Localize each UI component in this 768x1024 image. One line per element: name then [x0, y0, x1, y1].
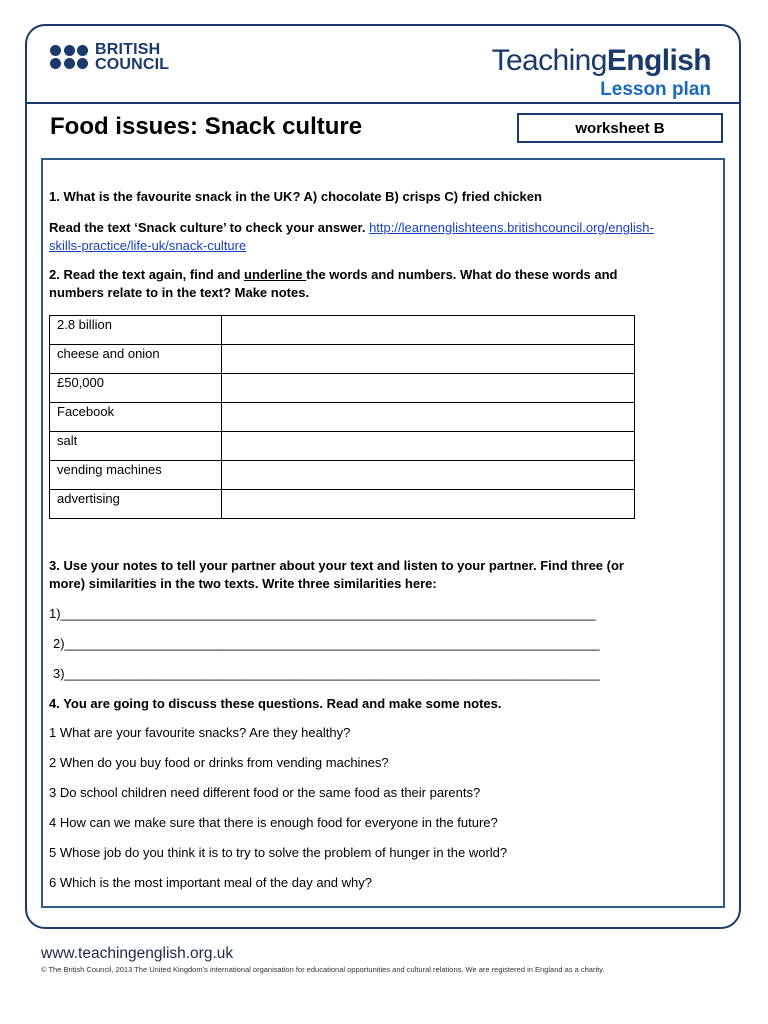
row-term: £50,000 — [50, 374, 222, 403]
row-term: 2.8 billion — [50, 316, 222, 345]
question-4: 4. You are going to discuss these questions. Read and make some notes. — [49, 696, 502, 711]
footer-copyright: © The British Council, 2013 The United Kingdom’s international organisation for educational opportunities and cultural relations. We are registered in England as a charity. — [41, 965, 605, 974]
q2-line2: numbers relate to in the text? Make notes. — [49, 285, 310, 300]
lesson-plan-label: Lesson plan — [600, 79, 711, 100]
similarity-blank-3[interactable]: 3)__________________________________________________________________________ — [53, 666, 600, 681]
british-council-dots-icon — [50, 45, 88, 70]
notes-cell[interactable] — [222, 374, 635, 403]
worksheet-label: worksheet B — [517, 113, 723, 143]
table-row — [50, 316, 635, 345]
british-council-logo — [50, 42, 169, 72]
notes-cell[interactable] — [222, 316, 635, 345]
q2-text-after: the words and numbers. What do these words and — [306, 267, 618, 282]
brand-line1: BRITISH — [95, 41, 161, 58]
notes-cell[interactable] — [222, 345, 635, 374]
notes-table — [49, 315, 635, 519]
discussion-question: 1 What are your favourite snacks? Are they healthy? — [49, 725, 351, 740]
discussion-question: 2 When do you buy food or drinks from vending machines? — [49, 755, 389, 770]
teaching-english-logo — [492, 44, 711, 102]
table-row — [50, 345, 635, 374]
q3-line2: more) similarities in the two texts. Write three similarities here: — [49, 576, 437, 591]
q2-text-before: 2. Read the text again, find and — [49, 267, 245, 282]
question-3 — [49, 557, 624, 593]
similarity-blank-2[interactable]: 2)__________________________________________________________________________ — [53, 636, 600, 651]
notes-cell[interactable] — [222, 432, 635, 461]
question-2 — [49, 266, 617, 302]
q1-instruction-block — [49, 219, 654, 255]
row-term: advertising — [50, 490, 222, 519]
header-divider — [27, 102, 739, 104]
row-term: Facebook — [50, 403, 222, 432]
snack-culture-link[interactable]: http://learnenglishteens.britishcouncil.org/english- — [369, 220, 654, 235]
logo-light-word: Teaching — [491, 44, 607, 77]
table-row — [50, 432, 635, 461]
q3-line1: 3. Use your notes to tell your partner about your text and listen to your partner. Find three (or — [49, 558, 624, 573]
logo-bold-word: English — [606, 44, 711, 77]
page-title: Food issues: Snack culture — [50, 113, 363, 140]
notes-cell[interactable] — [222, 461, 635, 490]
similarity-blank-1[interactable]: 1)__________________________________________________________________________ — [49, 606, 596, 621]
discussion-question: 4 How can we make sure that there is enough food for everyone in the future? — [49, 815, 498, 830]
q2-underlined: underline — [244, 267, 307, 282]
notes-cell[interactable] — [222, 490, 635, 519]
question-1: 1. What is the favourite snack in the UK? A) chocolate B) crisps C) fried chicken — [49, 189, 542, 204]
table-row — [50, 403, 635, 432]
notes-cell[interactable] — [222, 403, 635, 432]
row-term: cheese and onion — [50, 345, 222, 374]
discussion-question: 3 Do school children need different food or the same food as their parents? — [49, 785, 481, 800]
q1-instruction: Read the text ‘Snack culture’ to check your answer. — [49, 220, 366, 235]
row-term: salt — [50, 432, 222, 461]
table-row — [50, 374, 635, 403]
discussion-question: 5 Whose job do you think it is to try to solve the problem of hunger in the world? — [49, 845, 508, 860]
footer-url[interactable]: www.teachingenglish.org.uk — [41, 945, 234, 962]
brand-line2: COUNCIL — [95, 56, 170, 73]
table-row — [50, 461, 635, 490]
table-row — [50, 490, 635, 519]
discussion-question: 6 Which is the most important meal of the day and why? — [49, 875, 372, 890]
snack-culture-link-cont[interactable]: skills-practice/life-uk/snack-culture — [49, 238, 247, 253]
row-term: vending machines — [50, 461, 222, 490]
